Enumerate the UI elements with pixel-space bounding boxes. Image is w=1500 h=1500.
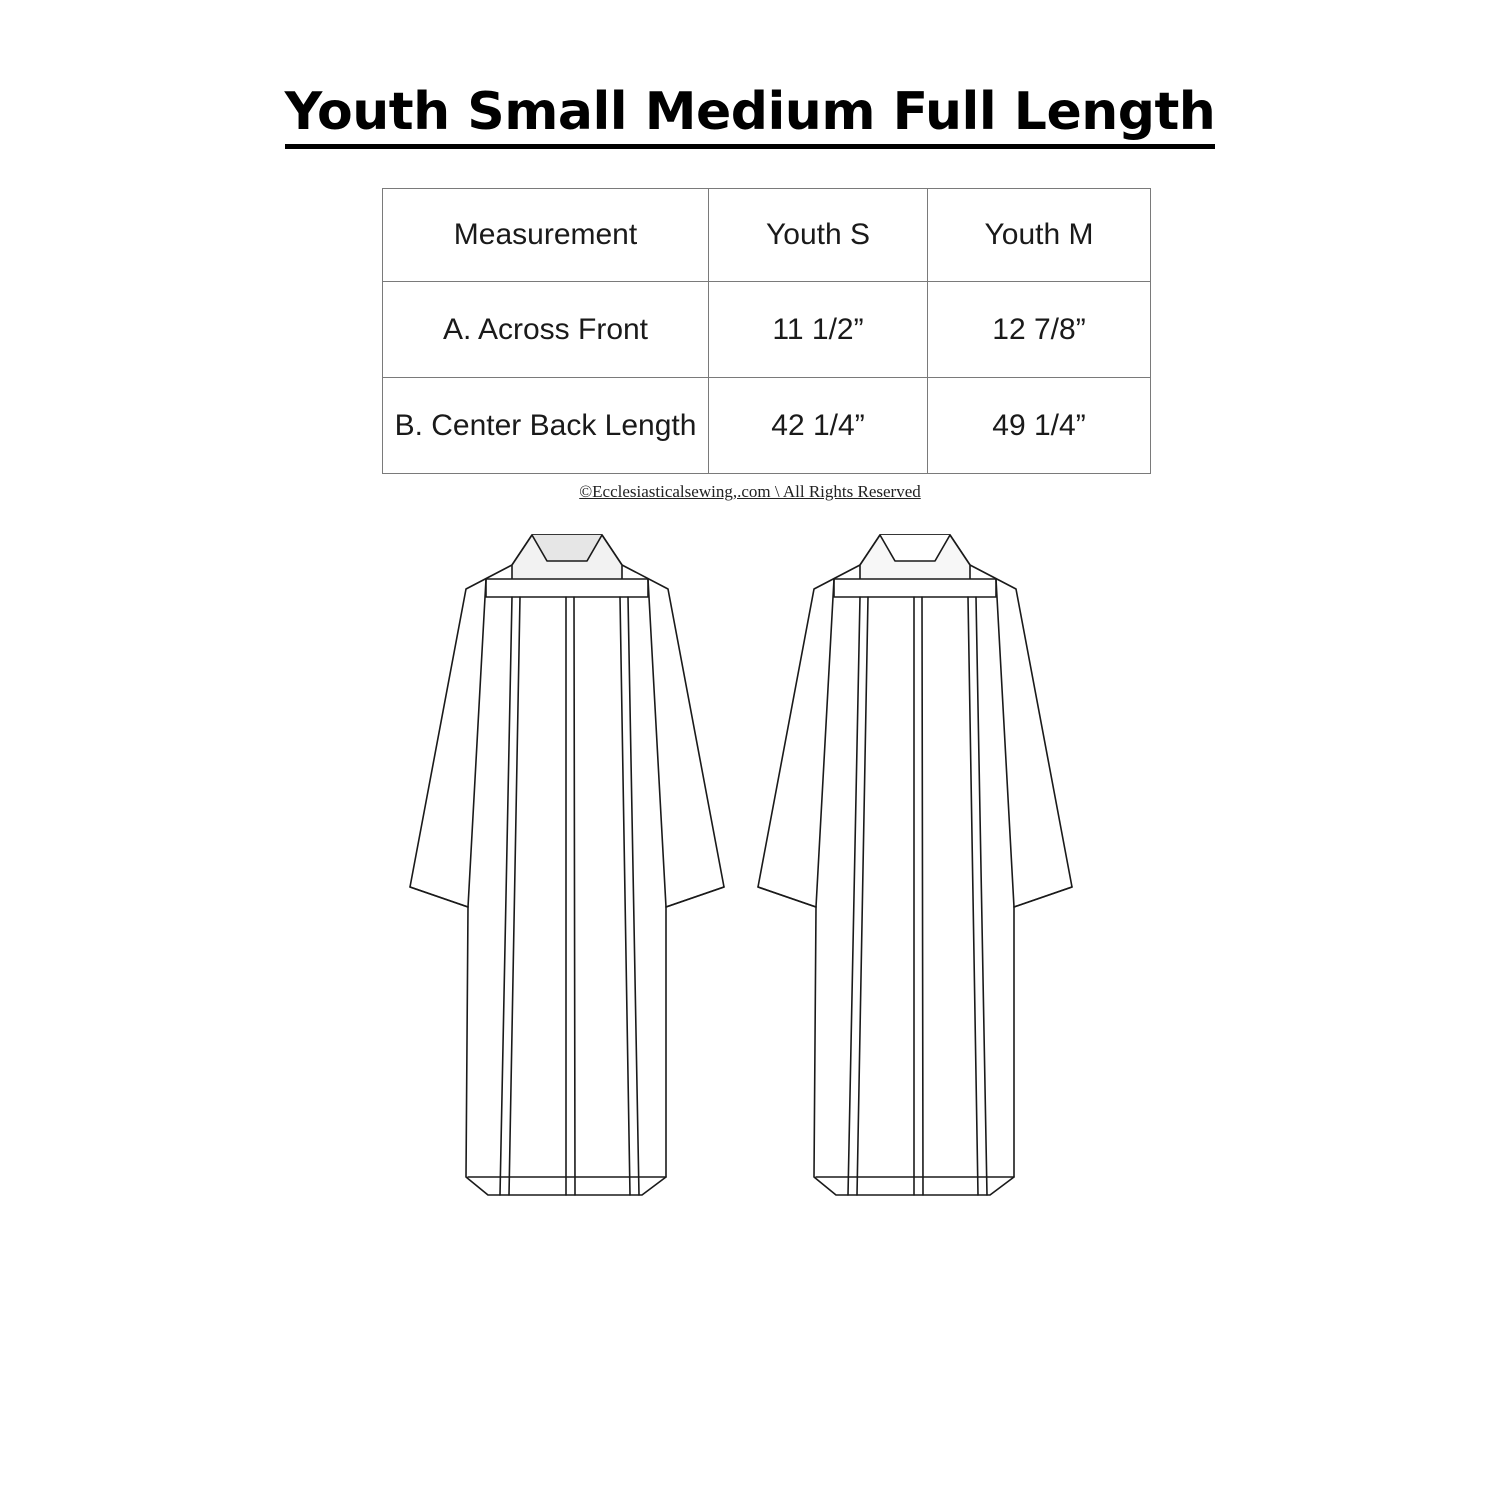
- page-title: [0, 82, 1500, 142]
- table-row: [383, 378, 1151, 474]
- cell-youth-m-b: 49 1/4”: [928, 378, 1151, 474]
- table-header-youth-s: Youth S: [709, 189, 928, 282]
- copyright-notice: [0, 482, 1500, 502]
- table-row: [383, 282, 1151, 378]
- table-header-row: [383, 189, 1151, 282]
- cell-youth-m-a: 12 7/8”: [928, 282, 1151, 378]
- measurement-table: [382, 188, 1151, 474]
- copyright-text: ©Ecclesiasticalsewing,.com \ All Rights Reserved: [579, 482, 921, 501]
- gown-back-view: [758, 535, 1072, 1195]
- cell-youth-s-b: 42 1/4”: [709, 378, 928, 474]
- cell-measurement-b: B. Center Back Length: [383, 378, 709, 474]
- page-title-text: Youth Small Medium Full Length: [285, 82, 1216, 149]
- gown-front-view: [410, 535, 724, 1195]
- gown-illustrations: [380, 505, 1120, 1225]
- cell-youth-s-a: 11 1/2”: [709, 282, 928, 378]
- table-header-measurement: Measurement: [383, 189, 709, 282]
- cell-measurement-a: A. Across Front: [383, 282, 709, 378]
- table-header-youth-m: Youth M: [928, 189, 1151, 282]
